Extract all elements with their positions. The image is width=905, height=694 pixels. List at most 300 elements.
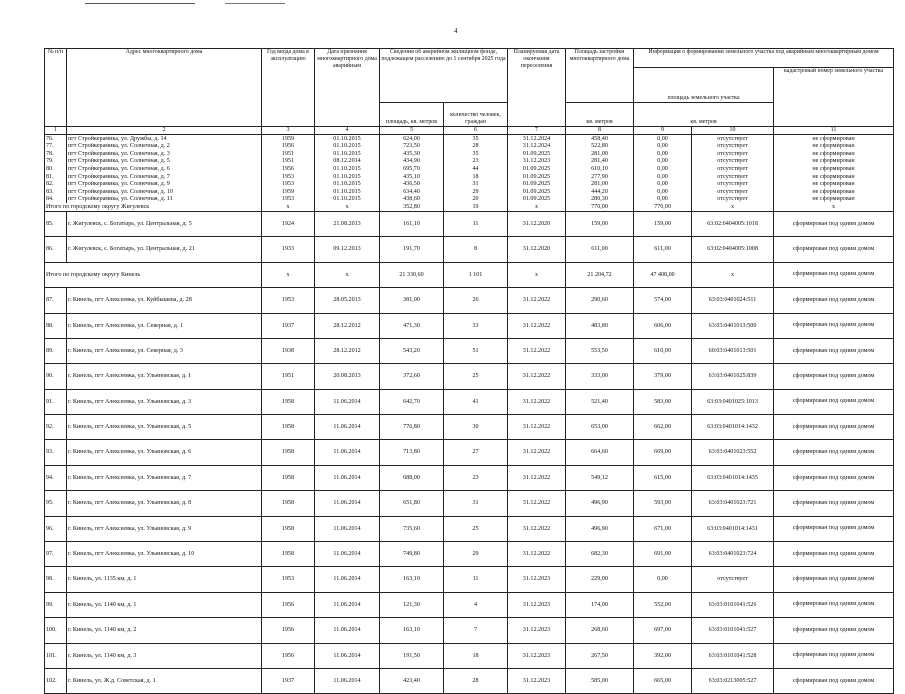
table-cell: 610,00 [634,338,692,363]
table-cell: сформирован под одним домом [774,465,894,490]
table-cell: 277,90 [566,173,634,181]
address-cell: г. Жигулевск, с. Богатырь, ул. Центральная, д. 21 [67,237,262,262]
table-cell: 669,00 [634,440,692,465]
address-cell: г. Кинель, пгт Алексеевка, ул. Ульяновская, д. 6 [67,440,262,465]
address-cell: г. Кинель, пгт Алексеевка, ул. Ульяновская, д. 3 [67,389,262,414]
table-cell: 31.12.2023 [508,643,566,668]
table-cell: 01.10.2015 [315,150,380,158]
table-cell: 4 [444,592,508,617]
table-row [45,288,894,313]
table-cell: x [262,203,315,211]
address-cell: пгт Стройкерамика, ул. Солнечная, д. 5 [67,158,262,166]
table-cell: 11 [444,567,508,592]
table-row [45,542,894,567]
table-cell: 1953 [262,567,315,592]
total-row [45,262,894,287]
table-cell: отсутствует [692,150,774,158]
row-number: 93. [45,440,67,465]
row-number: 88. [45,313,67,338]
table-cell: 31.12.2023 [508,668,566,693]
table-cell: 7 [444,618,508,643]
table-cell: 1951 [262,150,315,158]
header-built-area-unit: кв. метров [566,103,634,127]
table-cell: 691,00 [634,542,692,567]
table-cell: не сформирован [774,173,894,181]
table-cell: 01.09.2025 [508,181,566,189]
table-cell: 31.12.2022 [508,516,566,541]
table-cell: 1937 [262,668,315,693]
table-cell: 01.09.2025 [508,188,566,196]
table-cell: 47 408,00 [634,262,692,287]
table-cell: 281,00 [566,150,634,158]
table-cell: 11.06.2014 [315,618,380,643]
table-cell: 549,12 [566,465,634,490]
table-cell: 31 [444,491,508,516]
address-cell: пгт Стройкерамика, ул. Солнечная, д. 9 [67,181,262,189]
table-cell: не сформирован [774,158,894,166]
table-cell: 31.12.2024 [508,143,566,151]
table-row [45,135,894,143]
header-num: № п/п [45,49,67,127]
table-row [45,364,894,389]
address-cell: пгт Стройкерамика, ул. Солнечная, д. 10 [67,188,262,196]
table-cell: 229,00 [566,567,634,592]
total-row [45,203,894,211]
table-cell: 26 [444,288,508,313]
table-cell: 01.10.2015 [315,143,380,151]
table-row [45,440,894,465]
table-cell: 1924 [262,211,315,236]
table-cell: 191,50 [380,643,444,668]
table-cell: 1958 [262,389,315,414]
table-cell: сформирован под одним домом [774,491,894,516]
table-cell: 28.12.2012 [315,313,380,338]
table-cell: 1953 [262,288,315,313]
row-number: 85. [45,211,67,236]
table-cell: 593,00 [634,491,692,516]
table-cell: 664,60 [566,440,634,465]
table-cell: 11.06.2014 [315,465,380,490]
table-cell: 01.09.2025 [508,196,566,204]
table-cell: 1956 [262,643,315,668]
row-number: 81. [45,173,67,181]
housing-table [44,48,894,694]
table-cell: 0,00 [634,158,692,166]
row-number: 95. [45,491,67,516]
table-cell: сформирован под одним домом [774,440,894,465]
table-cell: 11.06.2014 [315,668,380,693]
table-row [45,592,894,617]
table-cell: 0,00 [634,150,692,158]
table-cell: 31.12.2020 [508,211,566,236]
header-cadastral: кадастровый номер земельного участка [774,68,894,127]
table-cell: 1956 [262,592,315,617]
table-cell: 163,10 [380,618,444,643]
table-cell: 63:03:0101041:527 [692,618,774,643]
col-number: 3 [262,127,315,135]
table-row [45,491,894,516]
table-cell: x [315,203,380,211]
table-cell: сформирован под одним домом [774,288,894,313]
table-cell: 28 [444,668,508,693]
table-cell: 281,00 [566,181,634,189]
table-cell: 29 [444,542,508,567]
table-cell: 695,70 [380,165,444,173]
row-number: 76. [45,135,67,143]
col-number: 10 [692,127,774,135]
scan-top-line [85,3,195,4]
table-cell: 31.12.2022 [508,288,566,313]
table-cell: 191,70 [380,237,444,262]
table-cell: 0,00 [634,143,692,151]
table-cell: 665,00 [634,668,692,693]
table-cell: 35 [444,150,508,158]
table-cell: 23 [444,158,508,166]
table-cell: 30 [444,415,508,440]
address-cell: пгт Стройкерамика, ул. Солнечная, д. 6 [67,165,262,173]
table-cell: 1933 [262,237,315,262]
table-row [45,516,894,541]
table-cell: 01.10.2015 [315,188,380,196]
table-cell: 281,40 [566,158,634,166]
table-cell: 20.08.2013 [315,364,380,389]
table-cell: отсутствует [692,135,774,143]
table-cell: 60:03:0401013:501 [692,338,774,363]
total-label: Итого по городскому округу Кинель [45,262,262,287]
table-cell: сформирован под одним домом [774,643,894,668]
table-cell: 0,00 [634,196,692,204]
table-cell: 0,00 [634,135,692,143]
table-cell: сформирован под одним домом [774,668,894,693]
table-cell: 352,80 [380,203,444,211]
table-cell: 1953 [262,181,315,189]
table-cell: 653,00 [566,415,634,440]
table-cell: отсутствует [692,173,774,181]
table-cell: 31.12.2020 [508,237,566,262]
table-cell: 23 [444,465,508,490]
table-cell: 29 [444,188,508,196]
table-cell: 1956 [262,165,315,173]
table-cell: 11.06.2014 [315,643,380,668]
table-cell: сформирован под одним домом [774,542,894,567]
table-row [45,181,894,189]
table-cell: сформирован под одним домом [774,211,894,236]
address-cell: г. Кинель, пгт Алексеевка, ул. Куйбышева, д. 28 [67,288,262,313]
row-number: 97. [45,542,67,567]
table-cell: 552,00 [634,592,692,617]
table-cell: 121,30 [380,592,444,617]
row-number: 89. [45,338,67,363]
table-cell: 606,00 [634,313,692,338]
table-cell: 1951 [262,158,315,166]
table-cell: 1938 [262,338,315,363]
table-row [45,465,894,490]
table-row [45,188,894,196]
table-cell: не сформирован [774,143,894,151]
address-cell: г. Кинель, ул. 1140 км, д. 3 [67,643,262,668]
table-cell: 31.12.2024 [508,135,566,143]
row-number: 98. [45,567,67,592]
table-row [45,173,894,181]
table-row [45,211,894,236]
table-cell: сформирован под одним домом [774,262,894,287]
row-number: 90. [45,364,67,389]
table-cell: 18 [444,643,508,668]
table-cell: 574,00 [634,288,692,313]
table-cell: 28.12.2012 [315,338,380,363]
table-cell: отсутствует [692,181,774,189]
table-cell: 41 [444,389,508,414]
row-number: 92. [45,415,67,440]
table-cell: 63:03:0401023:552 [692,440,774,465]
table-cell: 20 [444,196,508,204]
table-row [45,415,894,440]
table-cell: 1951 [262,364,315,389]
table-cell: 11.06.2014 [315,567,380,592]
table-cell: 11.06.2014 [315,516,380,541]
table-cell: 11.06.2014 [315,440,380,465]
table-cell: x [774,203,894,211]
table-cell: 31.12.2023 [508,567,566,592]
table-cell: x [508,203,566,211]
col-number: 1 [45,127,67,135]
row-number: 79. [45,158,67,166]
table-cell: 31.12.2022 [508,542,566,567]
table-cell: 496,90 [566,516,634,541]
table-cell: 723,50 [380,143,444,151]
table-cell: 435,30 [380,150,444,158]
table-cell: 28 [444,143,508,151]
col-number: 11 [774,127,894,135]
table-cell: 543,20 [380,338,444,363]
table-cell: 1958 [262,542,315,567]
table-cell: 11.06.2014 [315,415,380,440]
table-cell: 35 [444,135,508,143]
table-cell: 624,00 [380,135,444,143]
table-cell: 11.06.2014 [315,592,380,617]
table-cell: не сформирован [774,150,894,158]
table-cell: 31.12.2022 [508,313,566,338]
table-cell: 381,00 [380,288,444,313]
table-cell: 444,20 [566,188,634,196]
table-cell: 333,00 [566,364,634,389]
table-cell: 11.06.2014 [315,491,380,516]
table-cell: 31.12.2022 [508,440,566,465]
table-cell: 688,00 [380,465,444,490]
table-cell: 31 [444,181,508,189]
table-cell: 1953 [262,173,315,181]
row-number: 78. [45,150,67,158]
table-cell: 63:03:0401025:1013 [692,389,774,414]
table-cell: 11.06.2014 [315,389,380,414]
table-cell: 63:02:0404005:1008 [692,237,774,262]
table-cell: 0,00 [634,165,692,173]
table-cell: 1 101 [444,262,508,287]
column-number-row [45,127,894,135]
address-cell: г. Кинель, пгт Алексеевка, ул. Северная, д. 3 [67,338,262,363]
col-number: 5 [380,127,444,135]
table-cell: 496,90 [566,491,634,516]
table-cell: 01.09.2025 [508,173,566,181]
table-cell: 63:03:0401014:1435 [692,465,774,490]
table-cell: 615,00 [634,465,692,490]
header-area: площадь, кв. метров [380,103,444,127]
table-cell: сформирован под одним домом [774,415,894,440]
table-cell: 0,00 [634,188,692,196]
table-row [45,150,894,158]
table-cell: 1959 [262,188,315,196]
table-cell: 776,80 [380,415,444,440]
table-cell: 31.12.2022 [508,465,566,490]
table-cell: 522,80 [566,143,634,151]
table-cell: 01.10.2015 [315,181,380,189]
table-cell: 1958 [262,491,315,516]
table-cell: x [315,262,380,287]
table-cell: сформирован под одним домом [774,237,894,262]
header-year: Год ввода дома в эксплуатацию [262,49,315,127]
table-cell: 31.12.2022 [508,364,566,389]
address-cell: пгт Стройкерамика, ул. Дружбы, д. 14 [67,135,262,143]
table-cell: 01.09.2025 [508,165,566,173]
table-cell: сформирован под одним домом [774,516,894,541]
col-number: 6 [444,127,508,135]
header-address: Адрес многоквартирного дома [67,49,262,127]
table-cell: 21.08.2013 [315,211,380,236]
table-cell: 19 [444,203,508,211]
table-cell: 435,10 [380,173,444,181]
address-cell: г. Кинель, пгт Алексеевка, ул. Ульяновская, д. 9 [67,516,262,541]
table-cell: 33 [444,313,508,338]
table-cell: сформирован под одним домом [774,338,894,363]
table-cell: не сформирован [774,135,894,143]
table-cell: 11.06.2014 [315,542,380,567]
table-cell: 44 [444,165,508,173]
table-cell: 1958 [262,440,315,465]
address-cell: г. Кинель, ул. 1140 км, д. 2 [67,618,262,643]
table-cell: 01.10.2015 [315,135,380,143]
table-cell: 63:03:0401025:839 [692,364,774,389]
table-cell: 21 330,60 [380,262,444,287]
header-land-info: Информация о формировании земельного участка под аварийным многоквартирным домом [634,49,894,68]
address-cell: г. Кинель, пгт Алексеевка, ул. Ульяновская, д. 10 [67,542,262,567]
table-cell: 280,30 [566,196,634,204]
table-cell: 671,00 [634,516,692,541]
table-cell: 1953 [262,196,315,204]
table-row [45,143,894,151]
table-cell: 31.12.2022 [508,389,566,414]
table-cell: 63:03:0101041:528 [692,643,774,668]
table-cell: 63:03:0401023:724 [692,542,774,567]
table-cell: 25 [444,364,508,389]
table-cell: x [692,262,774,287]
table-cell: 651,80 [380,491,444,516]
table-cell: 379,00 [634,364,692,389]
table-cell: 18 [444,173,508,181]
row-number: 84. [45,196,67,204]
table-cell: 63:03:0401014:1432 [692,415,774,440]
table-row [45,389,894,414]
table-row [45,668,894,693]
table-cell: 634,40 [380,188,444,196]
header-land-area: площадь земельного участка [634,68,774,103]
row-number: 91. [45,389,67,414]
table-cell: 31.12.2023 [508,618,566,643]
address-cell: г. Кинель, пгт Алексеевка, ул. Ульяновская, д. 8 [67,491,262,516]
table-cell: 63:02:0404005:1018 [692,211,774,236]
address-cell: г. Кинель, ул. 1140 км, д. 1 [67,592,262,617]
row-number: 82. [45,181,67,189]
table-row [45,567,894,592]
table-cell: 713,80 [380,440,444,465]
table-cell: 483,80 [566,313,634,338]
table-cell: 434,90 [380,158,444,166]
table-cell: 1956 [262,618,315,643]
table-cell: сформирован под одним домом [774,592,894,617]
table-cell: 01.10.2015 [315,173,380,181]
table-cell: x [692,203,774,211]
header-emergency-date: Дата признания многоквартирного дома аварийным [315,49,380,127]
row-number: 77. [45,143,67,151]
row-number: 101. [45,643,67,668]
address-cell: г. Кинель, ул. Ж.д. Советская, д. 1 [67,668,262,693]
table-row [45,313,894,338]
table-cell: 735,60 [380,516,444,541]
row-number: 100. [45,618,67,643]
col-number: 9 [634,127,692,135]
table-cell: отсутствует [692,165,774,173]
table-cell: 585,00 [566,668,634,693]
address-cell: г. Кинель, пгт Алексеевка, ул. Ульяновская, д. 5 [67,415,262,440]
table-cell: 01.10.2015 [315,196,380,204]
table-cell: 1958 [262,516,315,541]
table-row [45,643,894,668]
table-cell: 174,00 [566,592,634,617]
table-cell: 749,80 [380,542,444,567]
table-cell: 438,60 [380,196,444,204]
table-cell: 290,60 [566,288,634,313]
table-cell: 163,10 [380,567,444,592]
table-cell: 1959 [262,135,315,143]
table-cell: 268,60 [566,618,634,643]
table-cell: 27 [444,440,508,465]
table-cell: 0,00 [634,181,692,189]
total-label: Итого по городскому округу Жигулевск [45,203,262,211]
address-cell: г. Кинель, пгт Алексеевка, ул. Северная, д. 1 [67,313,262,338]
page-number: 4 [454,27,458,35]
header-people: количество человек, граждан [444,103,508,127]
table-cell: 697,00 [634,618,692,643]
table-cell: 25 [444,516,508,541]
table-cell: сформирован под одним домом [774,313,894,338]
table-cell: 31.12.2023 [508,158,566,166]
row-number: 102. [45,668,67,693]
table-cell: 21 204,72 [566,262,634,287]
table-cell: 0,00 [634,567,692,592]
table-cell: 159,00 [634,211,692,236]
row-number: 80. [45,165,67,173]
table-cell: 267,50 [566,643,634,668]
table-cell: сформирован под одним домом [774,389,894,414]
row-number: 86. [45,237,67,262]
table-cell: отсутствует [692,188,774,196]
row-number: 87. [45,288,67,313]
table-cell: x [508,262,566,287]
table-cell: 458,40 [566,135,634,143]
table-row [45,237,894,262]
table-cell: 01.09.2025 [508,150,566,158]
header-fund-info: Сведения об аварийном жилищном фонде, подлежащем расселению до 1 сентября 2025 года [380,49,508,103]
table-cell: 611,00 [634,237,692,262]
